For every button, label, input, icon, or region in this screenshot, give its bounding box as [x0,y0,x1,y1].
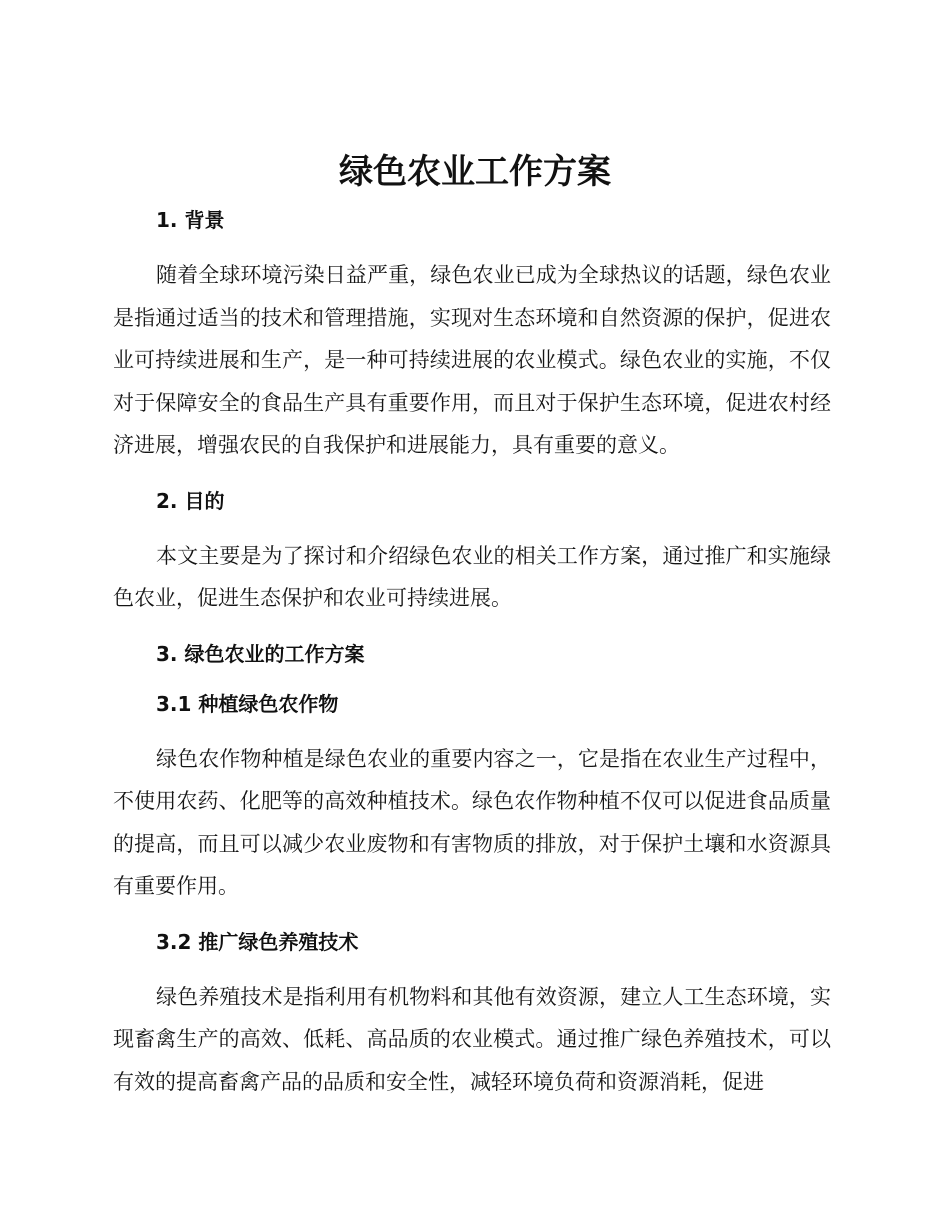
section-heading-work-plan: 3. 绿色农业的工作方案 [156,641,365,666]
document-title: 绿色农业工作方案 [339,152,611,192]
section-paragraph-green-crops: 绿色农作物种植是绿色农业的重要内容之一，它是指在农业生产过程中，不使用农药、化肥等的高效种植技术。绿色农作物种植不仅可以促进食品质量的提高，而且可以减少农业废物和有害物质的排放，对于保护土壤和水资源具有重要作用。 [113,746,831,898]
section-paragraph-purpose: 本文主要是为了探讨和介绍绿色农业的相关工作方案，通过推广和实施绿色农业，促进生态保护和农业可持续进展。 [113,543,831,610]
section-paragraph-background: 随着全球环境污染日益严重，绿色农业已成为全球热议的话题，绿色农业是指通过适当的技术和管理措施，实现对生态环境和自然资源的保护，促进农业可持续进展和生产，是一种可持续进展的农业模式。绿色农业的实施，不仅对于保障安全的食品生产具有重要作用，而且对于保护生态环境，促进农村经济进展，增强农民的自我保护和进展能力，具有重要的意义。 [113,263,831,457]
section-heading-green-breeding: 3.2 推广绿色养殖技术 [156,929,359,954]
section-paragraph-green-breeding: 绿色养殖技术是指利用有机物料和其他有效资源，建立人工生态环境，实现畜禽生产的高效、低耗、高品质的农业模式。通过推广绿色养殖技术，可以有效的提高畜禽产品的品质和安全性，减轻环境负荷和资源消耗，促进 [113,984,831,1094]
section-heading-purpose: 2. 目的 [156,488,225,513]
section-heading-green-crops: 3.1 种植绿色农作物 [156,691,339,716]
document-body [113,200,831,1103]
section-heading-background: 1. 背景 [156,208,225,232]
